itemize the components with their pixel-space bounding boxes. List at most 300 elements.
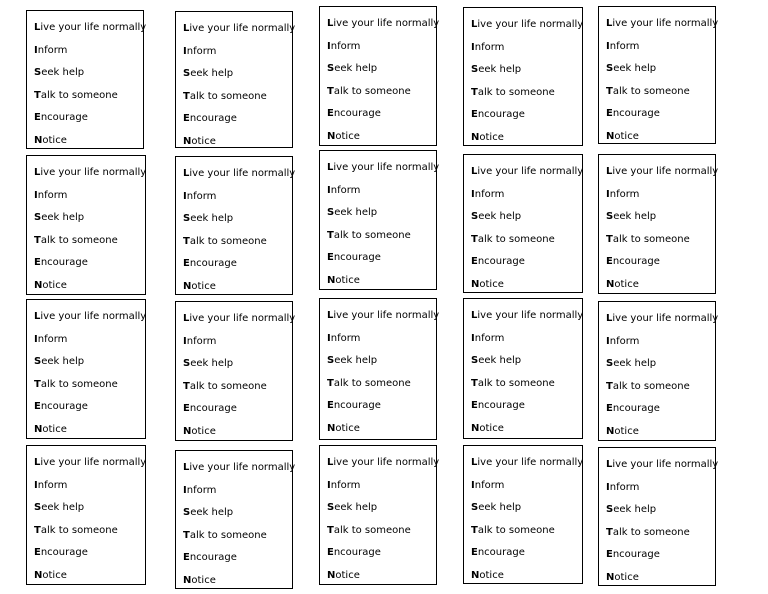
acronym-initial: T: [34, 524, 41, 536]
liston-card: [598, 301, 719, 441]
acronym-word-rest: nform: [330, 40, 361, 52]
acronym-word-rest: otice: [42, 134, 67, 146]
acronym-initial: I: [471, 479, 475, 491]
acronym-initial: L: [606, 459, 613, 470]
acronym-initial: S: [327, 355, 335, 367]
liston-card: [598, 447, 719, 586]
acronym-initial: L: [606, 18, 613, 29]
acronym-initial: I: [471, 41, 475, 53]
acronym-word-rest: ive your life normally: [189, 23, 296, 34]
acronym-word-rest: otice: [614, 278, 639, 290]
acronym-word-rest: otice: [335, 274, 360, 286]
acronym-initial: N: [606, 571, 615, 583]
acronym-line: [183, 231, 286, 254]
acronym-word-rest: ive your life normally: [333, 310, 440, 321]
acronym-initial: S: [606, 358, 614, 370]
acronym-line: [183, 457, 296, 480]
acronym-line: [327, 36, 430, 59]
acronym-initial: E: [606, 108, 613, 120]
acronym-line: [606, 454, 719, 477]
acronym-line: [183, 253, 286, 276]
acronym-line: [606, 567, 709, 590]
acronym-line: [34, 329, 139, 352]
acronym-initial: N: [606, 130, 615, 142]
acronym-line: [327, 475, 430, 498]
acronym-initial: E: [183, 403, 190, 415]
liston-card: [319, 445, 440, 585]
acronym-line: [606, 522, 709, 545]
acronym-word-rest: alk to someone: [40, 378, 118, 390]
liston-card: [26, 10, 147, 149]
acronym-line: [606, 58, 709, 81]
acronym-line: [34, 419, 139, 442]
acronym-line: [183, 86, 286, 109]
acronym-line: [183, 480, 286, 503]
acronym-word-rest: alk to someone: [477, 524, 555, 536]
acronym-initial: L: [183, 313, 190, 324]
acronym-initial: N: [34, 423, 43, 435]
acronym-initial: L: [34, 22, 41, 33]
liston-card: [175, 301, 296, 441]
acronym-line: [327, 270, 430, 293]
acronym-line: [327, 126, 430, 149]
acronym-initial: E: [327, 547, 334, 559]
acronym-line: [606, 331, 709, 354]
acronym-line: [34, 275, 139, 298]
acronym-line: [327, 565, 430, 588]
acronym-initial: E: [606, 549, 613, 561]
acronym-initial: S: [183, 507, 191, 519]
acronym-line: [471, 37, 576, 60]
acronym-word-rest: ive your life normally: [612, 313, 719, 324]
acronym-line: [327, 103, 430, 126]
acronym-word-rest: otice: [335, 569, 360, 581]
acronym-line: [183, 186, 286, 209]
acronym-line: [327, 13, 440, 36]
acronym-initial: T: [606, 526, 613, 538]
acronym-word-rest: alk to someone: [333, 377, 411, 389]
acronym-line: [34, 17, 147, 40]
acronym-initial: T: [34, 234, 41, 246]
acronym-line: [327, 157, 440, 180]
acronym-initial: L: [327, 162, 334, 173]
acronym-initial: T: [327, 524, 334, 536]
acronym-initial: S: [606, 504, 614, 516]
acronym-line: [183, 398, 286, 421]
acronym-line: [34, 85, 137, 108]
acronym-line: [471, 82, 576, 105]
acronym-line: [606, 184, 709, 207]
acronym-initial: I: [183, 190, 187, 202]
acronym-line: [183, 547, 286, 570]
acronym-word-rest: alk to someone: [477, 233, 555, 245]
acronym-initial: I: [606, 40, 610, 52]
acronym-word-rest: ive your life normally: [189, 462, 296, 473]
acronym-word-rest: nform: [37, 479, 68, 491]
acronym-line: [471, 127, 576, 150]
acronym-initial: S: [34, 502, 42, 514]
acronym-line: [606, 477, 709, 500]
acronym-initial: I: [471, 332, 475, 344]
acronym-word-rest: nform: [474, 41, 505, 53]
acronym-initial: N: [34, 569, 43, 581]
acronym-word-rest: ive your life normally: [40, 311, 147, 322]
acronym-word-rest: ncourage: [477, 109, 525, 121]
acronym-word-rest: otice: [479, 278, 504, 290]
acronym-word-rest: eek help: [190, 358, 234, 370]
acronym-initial: E: [183, 552, 190, 564]
acronym-line: [34, 351, 139, 374]
acronym-line: [606, 251, 709, 274]
acronym-initial: L: [183, 23, 190, 34]
acronym-word-rest: ive your life normally: [477, 19, 584, 30]
acronym-line: [471, 497, 576, 520]
acronym-initial: E: [327, 400, 334, 412]
acronym-word-rest: otice: [335, 130, 360, 142]
acronym-word-rest: nform: [186, 45, 217, 57]
acronym-word-rest: nform: [474, 332, 505, 344]
acronym-word-rest: otice: [42, 279, 67, 291]
acronym-initial: N: [183, 280, 192, 292]
acronym-initial: E: [471, 400, 478, 412]
acronym-word-rest: alk to someone: [477, 377, 555, 389]
acronym-word-rest: alk to someone: [189, 235, 267, 247]
liston-card: [319, 298, 440, 440]
acronym-initial: T: [327, 85, 334, 97]
acronym-line: [34, 542, 139, 565]
acronym-word-rest: otice: [614, 130, 639, 142]
acronym-initial: I: [183, 335, 187, 347]
liston-card: [463, 154, 583, 293]
acronym-line: [34, 565, 139, 588]
acronym-word-rest: ncourage: [189, 113, 237, 125]
acronym-word-rest: alk to someone: [40, 524, 118, 536]
acronym-line: [183, 163, 296, 186]
acronym-word-rest: alk to someone: [40, 234, 118, 246]
acronym-word-rest: alk to someone: [612, 233, 690, 245]
acronym-initial: L: [471, 19, 478, 30]
liston-card: [26, 445, 146, 585]
acronym-initial: L: [34, 311, 41, 322]
acronym-line: [606, 421, 709, 444]
acronym-line: [327, 373, 430, 396]
liston-card: [175, 450, 296, 589]
acronym-line: [327, 81, 430, 104]
acronym-initial: L: [606, 166, 613, 177]
acronym-line: [606, 229, 709, 252]
acronym-line: [327, 395, 430, 418]
acronym-initial: T: [606, 85, 613, 97]
acronym-initial: L: [34, 457, 41, 468]
acronym-initial: E: [606, 403, 613, 415]
acronym-word-rest: nform: [474, 188, 505, 200]
liston-card: [26, 155, 146, 295]
acronym-line: [606, 81, 709, 104]
acronym-word-rest: eek help: [478, 211, 522, 223]
acronym-line: [471, 475, 576, 498]
acronym-word-rest: ncourage: [40, 112, 88, 124]
acronym-initial: T: [327, 377, 334, 389]
acronym-word-rest: eek help: [334, 355, 378, 367]
acronym-line: [471, 452, 584, 475]
acronym-line: [183, 421, 286, 444]
acronym-initial: E: [471, 109, 478, 121]
liston-card: [175, 11, 296, 148]
acronym-word-rest: ncourage: [189, 258, 237, 270]
acronym-word-rest: eek help: [613, 358, 657, 370]
acronym-word-rest: ive your life normally: [477, 457, 584, 468]
acronym-initial: I: [471, 188, 475, 200]
acronym-word-rest: alk to someone: [612, 85, 690, 97]
acronym-line: [183, 18, 296, 41]
acronym-word-rest: nform: [37, 44, 68, 56]
acronym-line: [606, 161, 719, 184]
acronym-line: [606, 398, 709, 421]
acronym-initial: S: [34, 67, 42, 79]
acronym-line: [34, 374, 139, 397]
acronym-line: [606, 499, 709, 522]
acronym-initial: N: [606, 278, 615, 290]
acronym-line: [34, 107, 137, 130]
acronym-word-rest: alk to someone: [189, 90, 267, 102]
acronym-line: [471, 161, 584, 184]
acronym-line: [471, 59, 576, 82]
acronym-initial: T: [183, 90, 190, 102]
acronym-initial: L: [606, 313, 613, 324]
acronym-initial: L: [327, 18, 334, 29]
acronym-initial: L: [183, 462, 190, 473]
acronym-word-rest: alk to someone: [189, 380, 267, 392]
acronym-initial: E: [606, 256, 613, 268]
acronym-word-rest: eek help: [190, 68, 234, 80]
acronym-initial: N: [183, 574, 192, 586]
acronym-word-rest: eek help: [41, 212, 85, 224]
acronym-initial: S: [34, 356, 42, 368]
acronym-line: [471, 229, 576, 252]
acronym-word-rest: ncourage: [40, 547, 88, 559]
acronym-initial: S: [183, 358, 191, 370]
acronym-initial: L: [327, 457, 334, 468]
acronym-line: [606, 274, 709, 297]
liston-card: [463, 7, 583, 146]
acronym-word-rest: otice: [191, 425, 216, 437]
acronym-initial: T: [471, 86, 478, 98]
acronym-line: [327, 180, 430, 203]
acronym-word-rest: alk to someone: [333, 85, 411, 97]
acronym-word-rest: otice: [191, 135, 216, 147]
acronym-initial: I: [34, 333, 38, 345]
acronym-word-rest: ncourage: [333, 547, 381, 559]
acronym-line: [34, 130, 137, 153]
acronym-line: [34, 475, 139, 498]
acronym-word-rest: ncourage: [477, 547, 525, 559]
acronym-line: [183, 108, 286, 131]
acronym-word-rest: nform: [609, 481, 640, 493]
acronym-initial: S: [471, 355, 479, 367]
acronym-line: [327, 418, 430, 441]
acronym-line: [327, 225, 430, 248]
acronym-line: [606, 126, 709, 149]
acronym-initial: N: [606, 425, 615, 437]
acronym-line: [471, 350, 576, 373]
acronym-line: [471, 104, 576, 127]
acronym-line: [183, 376, 286, 399]
acronym-word-rest: alk to someone: [40, 89, 118, 101]
acronym-initial: T: [183, 380, 190, 392]
acronym-word-rest: otice: [479, 422, 504, 434]
acronym-word-rest: ive your life normally: [40, 167, 147, 178]
acronym-initial: L: [327, 310, 334, 321]
liston-card: [598, 154, 719, 294]
acronym-line: [471, 520, 576, 543]
acronym-word-rest: nform: [330, 184, 361, 196]
acronym-initial: S: [327, 502, 335, 514]
acronym-line: [183, 208, 286, 231]
acronym-initial: L: [471, 166, 478, 177]
acronym-initial: E: [34, 112, 41, 124]
acronym-line: [34, 185, 139, 208]
acronym-initial: N: [471, 569, 480, 581]
acronym-word-rest: otice: [42, 423, 67, 435]
acronym-word-rest: otice: [191, 574, 216, 586]
acronym-word-rest: nform: [186, 484, 217, 496]
acronym-word-rest: ncourage: [477, 256, 525, 268]
acronym-initial: I: [183, 484, 187, 496]
acronym-word-rest: alk to someone: [189, 529, 267, 541]
acronym-initial: T: [183, 529, 190, 541]
acronym-word-rest: ncourage: [612, 256, 660, 268]
acronym-initial: I: [327, 184, 331, 196]
acronym-word-rest: nform: [186, 190, 217, 202]
acronym-line: [183, 308, 296, 331]
acronym-initial: N: [327, 274, 336, 286]
acronym-word-rest: ive your life normally: [477, 166, 584, 177]
acronym-word-rest: eek help: [190, 213, 234, 225]
acronym-word-rest: otice: [191, 280, 216, 292]
acronym-initial: T: [34, 378, 41, 390]
acronym-word-rest: nform: [37, 189, 68, 201]
acronym-initial: S: [471, 502, 479, 514]
acronym-initial: S: [327, 207, 335, 219]
acronym-initial: I: [183, 45, 187, 57]
liston-card: [26, 299, 146, 439]
acronym-initial: L: [183, 168, 190, 179]
acronym-line: [183, 41, 286, 64]
acronym-initial: T: [34, 89, 41, 101]
acronym-initial: T: [471, 524, 478, 536]
acronym-line: [327, 452, 440, 475]
acronym-word-rest: nform: [330, 332, 361, 344]
acronym-word-rest: ive your life normally: [333, 162, 440, 173]
acronym-word-rest: eek help: [334, 63, 378, 75]
acronym-line: [183, 570, 286, 593]
acronym-initial: T: [606, 233, 613, 245]
acronym-word-rest: eek help: [190, 507, 234, 519]
acronym-line: [34, 252, 139, 275]
acronym-initial: T: [471, 377, 478, 389]
acronym-word-rest: eek help: [334, 207, 378, 219]
acronym-word-rest: ncourage: [40, 257, 88, 269]
acronym-line: [471, 395, 576, 418]
acronym-word-rest: eek help: [613, 63, 657, 75]
acronym-initial: L: [34, 167, 41, 178]
acronym-line: [606, 206, 709, 229]
acronym-word-rest: otice: [42, 569, 67, 581]
acronym-initial: L: [471, 310, 478, 321]
acronym-line: [183, 276, 286, 299]
acronym-initial: S: [471, 64, 479, 76]
acronym-word-rest: alk to someone: [612, 526, 690, 538]
acronym-line: [471, 542, 576, 565]
acronym-line: [34, 40, 137, 63]
acronym-word-rest: ncourage: [612, 108, 660, 120]
acronym-line: [471, 565, 576, 588]
acronym-initial: S: [471, 211, 479, 223]
acronym-line: [327, 350, 430, 373]
acronym-word-rest: ncourage: [189, 552, 237, 564]
acronym-word-rest: ive your life normally: [612, 459, 719, 470]
acronym-line: [327, 542, 430, 565]
acronym-word-rest: eek help: [478, 355, 522, 367]
acronym-initial: S: [34, 212, 42, 224]
acronym-line: [183, 331, 286, 354]
acronym-word-rest: eek help: [478, 502, 522, 514]
acronym-line: [183, 502, 286, 525]
acronym-initial: I: [34, 479, 38, 491]
acronym-word-rest: nform: [186, 335, 217, 347]
acronym-line: [471, 373, 576, 396]
acronym-line: [34, 62, 137, 85]
acronym-initial: S: [183, 213, 191, 225]
acronym-word-rest: ive your life normally: [40, 22, 147, 33]
acronym-word-rest: nform: [330, 479, 361, 491]
acronym-word-rest: eek help: [41, 67, 85, 79]
acronym-initial: N: [327, 569, 336, 581]
acronym-word-rest: otice: [614, 425, 639, 437]
acronym-line: [606, 544, 709, 567]
acronym-line: [327, 520, 430, 543]
acronym-word-rest: eek help: [478, 64, 522, 76]
liston-card: [175, 156, 296, 295]
acronym-line: [183, 131, 286, 154]
acronym-word-rest: ncourage: [612, 549, 660, 561]
acronym-initial: S: [606, 63, 614, 75]
acronym-line: [34, 306, 147, 329]
acronym-line: [183, 525, 286, 548]
acronym-initial: I: [606, 335, 610, 347]
acronym-line: [471, 328, 576, 351]
acronym-line: [34, 396, 139, 419]
acronym-initial: T: [183, 235, 190, 247]
acronym-word-rest: ive your life normally: [612, 166, 719, 177]
acronym-initial: E: [471, 256, 478, 268]
acronym-initial: S: [327, 63, 335, 75]
acronym-word-rest: ive your life normally: [477, 310, 584, 321]
acronym-word-rest: ncourage: [40, 401, 88, 413]
acronym-line: [471, 274, 576, 297]
acronym-initial: S: [183, 68, 191, 80]
acronym-line: [34, 230, 139, 253]
acronym-line: [606, 353, 709, 376]
acronym-line: [471, 184, 576, 207]
acronym-initial: L: [471, 457, 478, 468]
acronym-word-rest: ncourage: [477, 400, 525, 412]
acronym-line: [471, 14, 584, 37]
acronym-word-rest: eek help: [41, 356, 85, 368]
acronym-initial: I: [34, 44, 38, 56]
acronym-word-rest: nform: [609, 335, 640, 347]
acronym-initial: I: [327, 332, 331, 344]
